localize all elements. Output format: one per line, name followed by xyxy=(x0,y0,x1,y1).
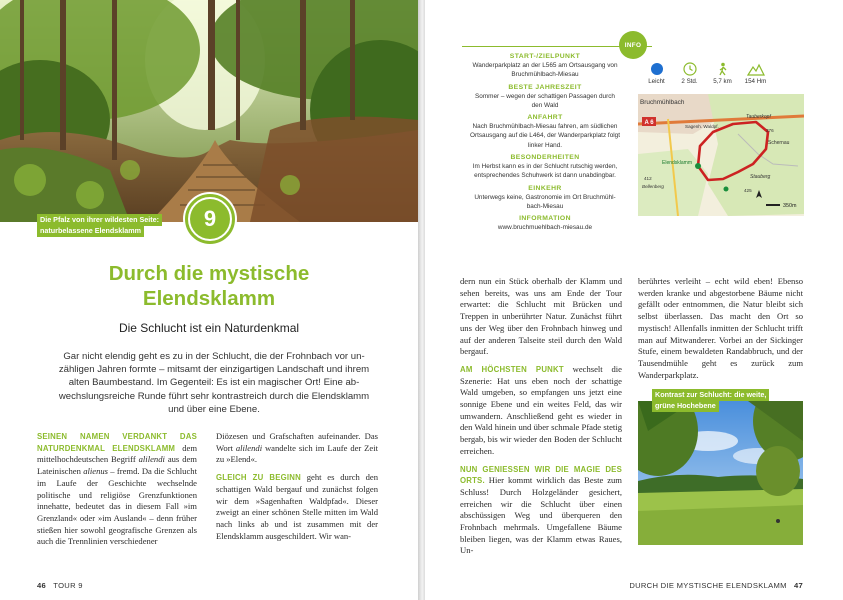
page-gutter xyxy=(418,0,425,600)
info-section-special xyxy=(460,153,630,181)
tour-title-line-2: Elendsklamm xyxy=(142,287,276,310)
start-marker xyxy=(695,163,701,169)
body-italic: alienus xyxy=(83,466,109,477)
body-column-2 xyxy=(216,431,378,542)
stat-duration-value: 2 Std. xyxy=(681,78,698,85)
page-number: 47 xyxy=(793,581,803,590)
route-map xyxy=(638,94,804,216)
stat-elevation-value: 154 Hm xyxy=(744,78,767,85)
tour-stats xyxy=(640,62,805,94)
stat-difficulty xyxy=(640,62,673,85)
page-number: 46 xyxy=(37,581,47,590)
info-line: Im Herbst kann es in der Schlucht rutschig werden, xyxy=(472,163,618,171)
difficulty-dot-icon xyxy=(650,62,664,76)
photo-caption-line-2: naturbelassene Elendsklamm xyxy=(37,225,144,237)
map-height-3: 425 xyxy=(744,188,752,193)
mountain-icon xyxy=(747,62,765,76)
info-section-arrival xyxy=(460,113,630,150)
lead-line: alten Baumbestand. Im Gegenteil: Es ist ein magischer Ort! Eine ab- xyxy=(68,377,360,389)
plateau-meadow-photo xyxy=(638,401,803,545)
body-text: Diözesen und Grafschaften aufeinander. Das Wort xyxy=(216,431,378,453)
body-column-3 xyxy=(460,276,622,557)
info-text xyxy=(460,223,630,232)
info-line: entsprechendes Schuhwerk ist dann unabdingbar. xyxy=(474,172,616,180)
body-text: geht es durch den schattigen Wald bergauf und zunächst folgen wir dem »Sagenhaften Waldpfad«. Dieser zweigt an einer schönen Stelle mitten im Wald nach links ab und ist zusammen mit der Elendsklamm ausgeschildert. Wir wan- xyxy=(216,472,378,541)
info-line: den Wald xyxy=(531,101,559,109)
info-text xyxy=(460,162,630,181)
tour-number-badge xyxy=(185,194,235,244)
body-text: wandelte sich im Laufe der Zeit zu »Elend«. xyxy=(216,442,378,465)
lead-line: und über eine Ebene. xyxy=(168,403,260,415)
page-footer-right xyxy=(629,581,803,590)
info-line: Sommer – wegen der schattigen Passagen durch xyxy=(475,92,615,100)
left-page xyxy=(0,0,418,600)
lead-line: Gar nicht elendig geht es zu in der Schlucht, die der Frohnbach vor un- xyxy=(63,351,365,362)
run-in-heading: AM HÖCHSTEN PUNKT xyxy=(460,364,564,374)
photo2-caption-line-1: Kontrast zur Schlucht: die weite, xyxy=(652,389,769,401)
info-line: Nach Bruchmühlbach-Miesau fahren, am südlichen xyxy=(472,123,618,131)
body-text: dem mittelhochdeutschen Begriff xyxy=(37,442,197,465)
map-forest-label: Sagenh. Waldpf. xyxy=(685,124,719,129)
body-italic: alilendi xyxy=(138,454,165,465)
tour-title-line-1: Durch die mystische xyxy=(108,262,310,285)
info-text xyxy=(460,193,630,212)
run-in-heading: SEINEN NAMEN VERDANKT DAS NATURDENKMAL ELENDSKLAMM xyxy=(37,432,197,453)
stat-distance-value: 5,7 km xyxy=(713,78,732,85)
stat-elevation xyxy=(739,62,772,85)
info-box xyxy=(460,52,630,236)
hiker-icon xyxy=(715,62,731,76)
stat-duration xyxy=(673,62,706,85)
info-line: Ortsausgang auf die L464, der Wanderparkplatz folgt xyxy=(469,132,621,140)
map-farm-label: Schernau xyxy=(768,140,790,146)
map-klamm-label: Elendsklamm xyxy=(662,160,693,166)
right-page xyxy=(425,0,843,600)
info-heading: BESTE JAHRESZEIT xyxy=(508,83,582,91)
lead-paragraph xyxy=(38,350,390,416)
map-town-label: Bruchmühlbach xyxy=(640,99,685,106)
run-in-heading: NUN GENIESSEN WIR DIE MAGIE DES ORTS. xyxy=(460,464,622,486)
info-text xyxy=(460,92,630,111)
info-line: Unterwegs keine, Gastronomie im Ort Bruchmühl- xyxy=(474,193,616,201)
photo-caption-line-1: Die Pfalz von ihrer wildesten Seite: xyxy=(37,214,162,226)
map-hill3-label: Bellenberg xyxy=(642,184,664,189)
stat-distance xyxy=(706,62,739,85)
clock-icon xyxy=(683,62,697,76)
map-road-label: A 6 xyxy=(644,120,654,126)
running-footer: TOUR 9 xyxy=(53,581,83,590)
info-heading: ANFAHRT xyxy=(527,114,563,122)
info-section-season xyxy=(460,83,630,111)
map-hill-label: Tauberkopf xyxy=(746,114,771,120)
body-text: dern nun ein Stück oberhalb der Klamm und sehen bereits, was uns am Ende der Tour erwartet: die Schlucht mit Brücken und Treppen in unberührter Natur. Zunächst führt uns der Weg über den Frohnbach hinweg und auf der anderen Talseite steil durch den Wald bergauf. xyxy=(460,276,622,357)
info-text xyxy=(460,61,630,80)
map-height-1: 412 xyxy=(644,176,652,181)
info-line: linker Hand. xyxy=(527,141,563,149)
info-heading: START-/ZIELPUNKT xyxy=(509,53,581,60)
info-section-food xyxy=(460,184,630,212)
forest-gorge-photo xyxy=(0,0,418,222)
info-line: Bruchmühlbach-Miesau xyxy=(511,71,579,79)
body-text: wechselt die Szenerie: Hat uns eben noch der schattige Wald umgeben, so empfangen uns jetzt eine sonnige Ebene und ein weites Feld, das wir umwandern. Anschließend geht es wieder in den Wald hinein und über schmale Pfade stetig bergab, bis wir wieder den Boden der Schlucht erreichen. xyxy=(460,363,622,456)
info-section-start xyxy=(460,52,630,80)
body-text: – fremd. Da die Schlucht im Laufe der Geschichte wechselnde politische und religiöse Grenzfunktionen innehatte, bedeutet das in diesem Fall »im Grenzland« oder »im Ausland« – denn früher stießen hier sowohl geografische Grenzen als auch die Trennlinien verschiedener xyxy=(37,466,197,547)
info-website: www.bruchmuehlbach-miesau.de xyxy=(497,224,593,232)
photo2-caption-line-2: grüne Hochebene xyxy=(652,400,719,412)
body-text: aus dem Lateinischen xyxy=(37,454,197,477)
map-height-2: 376 xyxy=(766,128,774,133)
page-footer-left xyxy=(37,581,83,590)
map-scale-label: 350m xyxy=(783,203,797,209)
info-heading: INFORMATION xyxy=(519,215,571,223)
body-column-1 xyxy=(37,431,197,548)
info-badge: INFO xyxy=(619,31,647,59)
body-italic: alilendi xyxy=(235,442,263,453)
info-heading: EINKEHR xyxy=(528,184,562,192)
running-footer: DURCH DIE MYSTISCHE ELENDSKLAMM xyxy=(629,581,787,590)
info-line: Wanderparkplatz an der L565 am Ortsausgang von xyxy=(472,62,618,69)
info-text xyxy=(460,122,630,150)
info-section-information xyxy=(460,214,630,232)
lead-line: zähligen Jahren formte – mitsamt der einzigartigen Landschaft und ihrem xyxy=(58,364,370,376)
body-text: berührtes verleiht – echt wild eben! Ebenso werden kranke und abgestorbene Bäume nicht gefällt oder entnommen, die Natur bleibt sich selbst überlassen. Das macht den Ort so mystisch! Allenfalls inmitten der Schlucht trifft man auf Mitwanderer. Vorbei an der Sickinger Stufe, einem bewaldeten Randabbruch, und der Tausendmühle geht es zurück zum Wanderparkplatz. xyxy=(638,276,803,380)
body-column-4 xyxy=(638,276,803,381)
info-heading: BESONDERHEITEN xyxy=(510,154,580,162)
run-in-heading: GLEICH ZU BEGINN xyxy=(216,473,301,483)
tour-number: 9 xyxy=(190,199,230,239)
map-hill2-label: Stauberg xyxy=(750,174,771,180)
info-line: bach-Miesau xyxy=(526,202,564,210)
stat-difficulty-value: Leicht xyxy=(648,78,665,85)
body-text: Hier kommt wirklich das Beste zum Schluss! Durch Holzgeländer gesichert, erreichen wir die Schlucht über einen abschüssigen Weg und überqueren den Frohnbach mehrmals. Umgefallene Bäume bleiben liegen, was der Klamm etwas Raues, Un- xyxy=(460,475,622,556)
tour-subtitle: Die Schlucht ist ein Naturdenkmal xyxy=(118,321,300,335)
lead-line: wechslungsreiche Runde führt sehr kontrastreich durch die Elendsklamm xyxy=(58,390,370,402)
